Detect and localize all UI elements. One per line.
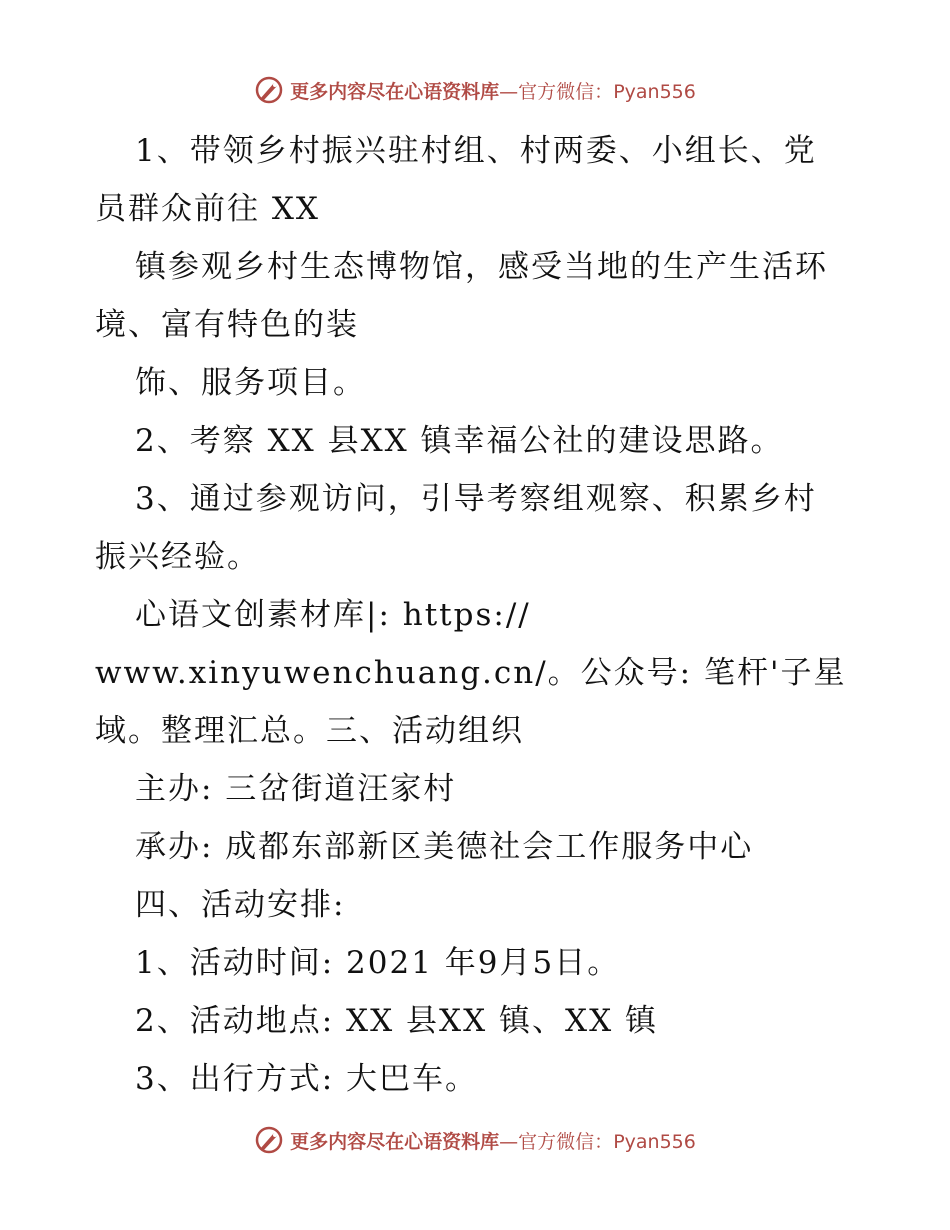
pen-circle-logo-icon [254,1125,284,1155]
document-body [95,122,875,1108]
document-line: 3、通过参观访问，引导考察组观察、积累乡村 [135,481,817,517]
watermark-wechat-label: 官方微信： [518,80,614,103]
watermark-separator: — [499,1130,519,1153]
document-line: 承办: 成都东部新区美德社会工作服务中心 [135,829,754,865]
watermark-main-text: 更多内容尽在心语资料库 [290,80,500,103]
document-line: www.xinyuwenchuang.cn/。公众号: 笔杆'子星 [95,655,847,691]
document-line: 心语文创素材库|: https:// [135,597,531,633]
document-line: 振兴经验。 [95,539,260,575]
document-line: 饰、服务项目。 [135,365,366,401]
watermark-main-text: 更多内容尽在心语资料库 [290,1130,500,1153]
watermark-text [290,77,696,104]
document-line: 1、活动时间: 2021 年9月5日。 [135,945,621,981]
watermark-separator: — [499,80,519,103]
document-line: 员群众前往 XX [95,191,320,227]
document-line: 2、考察 XX 县XX 镇幸福公社的建设思路。 [135,423,784,459]
pen-circle-logo-icon [254,75,284,105]
document-line: 境、富有特色的装 [95,307,359,343]
document-line: 镇参观乡村生态博物馆，感受当地的生产生活环 [135,249,828,285]
document-line: 主办: 三岔街道汪家村 [135,771,457,807]
footer-watermark [0,1120,950,1160]
watermark-wechat-label: 官方微信： [518,1130,614,1153]
document-line: 3、出行方式: 大巴车。 [135,1061,479,1097]
document-line: 2、活动地点: XX 县XX 镇、XX 镇 [135,1003,658,1039]
watermark-wechat-id: Pyan556 [613,80,696,103]
document-line: 1、带领乡村振兴驻村组、村两委、小组长、党 [135,133,817,169]
document-line: 四、活动安排: [135,887,346,923]
watermark-text [290,1127,696,1154]
header-watermark [0,70,950,110]
document-line: 域。整理汇总。三、活动组织 [95,713,524,749]
watermark-wechat-id: Pyan556 [613,1130,696,1153]
